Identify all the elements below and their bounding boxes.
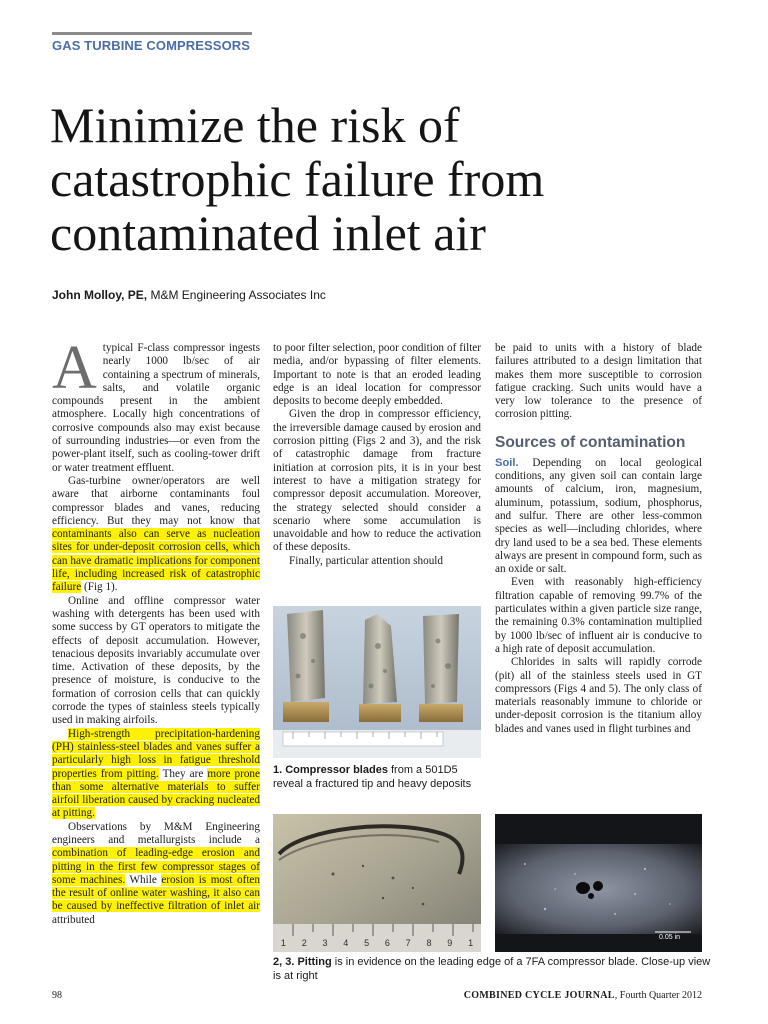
column-1: [52, 334, 260, 927]
caption-text: is in evidence on the leading edge of a 7FA compressor blade. Close-up view is at right: [273, 956, 711, 982]
highlighted-text: combination of leading-edge erosion and pitting in the first few compressor stages of some machines.: [52, 847, 260, 886]
caption-label: 2, 3. Pitting: [273, 956, 332, 968]
ruler-number: 3: [322, 938, 328, 948]
column-3: [495, 342, 702, 736]
scale-label: 0.05 in: [659, 934, 681, 941]
fig2-photo: [273, 814, 481, 952]
fig3-photo: [495, 814, 702, 952]
paragraph: [52, 728, 260, 821]
paragraph-text: While: [125, 873, 162, 886]
ruler-number: 1: [280, 938, 286, 948]
ruler-numbers: [273, 938, 481, 948]
header-rule: [52, 32, 252, 35]
paragraph: [52, 475, 260, 595]
ruler-number: 4: [343, 938, 349, 948]
paragraph-text: Gas-turbine owner/operators are well aware that airborne contaminants foul compressor blades and vanes, reducing efficiency. But they may not know that: [52, 474, 260, 527]
fig1-caption: [273, 764, 481, 791]
paragraph: [495, 457, 702, 577]
paragraph: Online and offline compressor water washing with detergents has been used with some success by GT operators to mitigate the effects of deposit accumulation. However, tenacious deposits invariably accumulate over time. Activation of these deposits, by the presence of moisture, is conducive to the formation of corrosion cells that can quickly corrode the types of stainless steels typically used in making airfoils.: [52, 594, 260, 727]
paragraph: Even with reasonably high-efficiency filtration capable of removing 99.7% of the particulates within a given particle size range, the remaining 0.3% contamination multiplied by 1000 lb/sec of influent air is conducive to a high rate of deposit accumulation.: [495, 576, 702, 655]
title-line: catastrophic failure from: [50, 151, 545, 207]
highlighted-text: erosion is most often the result of online water washing, it also can be caused by ineffective filtration of inlet air: [52, 873, 260, 913]
paragraph: to poor filter selection, poor condition of filter media, and/or bypassing of filter elements. Important to note is that an eroded leading edge is an ideal location for compressor deposits to become deeply embedded.: [273, 342, 481, 408]
author-affiliation: M&M Engineering Associates Inc: [150, 288, 326, 302]
paragraph: Finally, particular attention should: [289, 554, 444, 567]
fig1-photo: [273, 606, 481, 758]
highlighted-text: High-strength precipitation-hardening (PH) stainless-steel blades and vanes suffer a particularly high loss in fatigue threshold properties from pitting.: [52, 727, 260, 780]
paragraph: [52, 821, 260, 927]
paragraph-text: typical F-class compressor ingests nearly 1000 lb/sec of air containing a spectrum of minerals, salts, and volatile organic compounds present in the ambient atmosphere. Locally high concentrations of corrosive compounds also may exist because of surrounding industries—or even from the power-plant itself, such as cooling-tower drift or water treatment effluent.: [52, 342, 260, 474]
ruler-number: 1: [468, 938, 474, 948]
highlighted-text: more prone than some alternative materials to suffer airfoil liberation caused by cracking nucleated at pitting.: [52, 767, 260, 820]
section-label: GAS TURBINE COMPRESSORS: [52, 38, 251, 53]
paragraph: Given the drop in compressor efficiency, the irreversible damage caused by erosion and corrosion pitting (Figs 2 and 3), and the risk of catastrophic damage from fracture initiation at corrosion pits, it is in your best interest to have a mitigation strategy for compressor deposit accumulation. Moreover, the strategy selected should consider a scenario where some accumulation is unavoidable and how to reduce the activation of these deposits.: [273, 408, 481, 554]
fig2-caption: [273, 956, 713, 983]
page-number: 98: [52, 990, 62, 1001]
paragraph-text: They are: [158, 767, 208, 780]
paragraph-text: attributed: [52, 913, 95, 926]
highlighted-text: contaminants also can serve as nucleation sites for under-deposit corrosion cells, which can have dramatic implications for component life, including increased risk of catastrophic failure: [52, 528, 260, 594]
ruler-number: 8: [426, 938, 432, 948]
compressor-blades-image: [273, 606, 481, 758]
ruler-number: 5: [364, 938, 370, 948]
paragraph-text: Depending on local geological conditions, any given soil can contain large amounts of calcium, iron, magnesium, aluminum, potassium, sodium, phosphorus, and sulfur. There are other less-common species as well—including chlorides, where dry land used to be a sea bed. These elements always are present in compound form, such as an oxide or salt.: [495, 456, 702, 576]
title-line: Minimize the risk of: [50, 97, 460, 153]
magazine-name: COMBINED CYCLE JOURNAL: [463, 990, 615, 1001]
title-line: contaminated inlet air: [50, 205, 486, 261]
section-subhead: Sources of contamination: [495, 433, 686, 451]
paragraph-text: (Fig 1).: [81, 581, 118, 594]
drop-cap: A: [52, 334, 97, 402]
pitting-closeup-image: [495, 814, 702, 952]
leading-edge-pitting-image: [273, 814, 481, 952]
paragraph-text: Observations by M&M Engineering engineers and metallurgists include a: [52, 820, 260, 846]
paragraph: Chlorides in salts will rapidly corrode (pit) all of the stainless steels used in GT compressors (Figs 4 and 5). The only class of materials reasonably immune to chloride or under-deposit corrosion is the titanium alloy blades and vanes used in flight turbines and: [495, 656, 702, 735]
column-2: [273, 342, 481, 568]
ruler-number: 6: [384, 938, 390, 948]
caption-text: from a 501D5 reveal a fractured tip and heavy deposits: [273, 764, 472, 790]
run-in-head: Soil.: [495, 456, 519, 469]
byline: [52, 288, 326, 302]
ruler-number: 9: [447, 938, 453, 948]
article-title: [50, 98, 730, 260]
author-name: John Molloy, PE,: [52, 288, 148, 302]
running-footer: [464, 990, 702, 1001]
caption-label: 1. Compressor blades: [273, 764, 388, 776]
paragraph: be paid to units with a history of blade failures attributed to a design limitation that makes them more susceptible to corrosion fatigue cracking. Such units would have a very low tolerance to the presence of corrosion pitting.: [495, 342, 702, 421]
ruler-number: 2: [301, 938, 307, 948]
issue-date: , Fourth Quarter 2012: [614, 990, 702, 1001]
ruler-number: 7: [405, 938, 411, 948]
paragraph: [52, 334, 260, 475]
